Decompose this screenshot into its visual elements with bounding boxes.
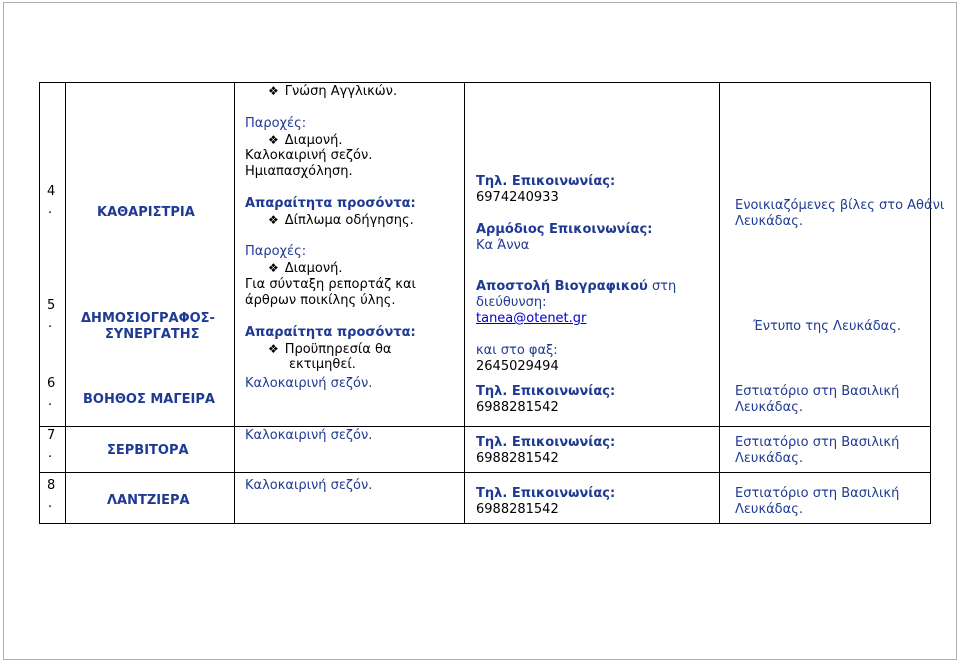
- phone-number: 6988281542: [476, 451, 559, 466]
- row-index-dot: .: [48, 202, 53, 217]
- requirement-item: ❖ Προϋπηρεσία θα: [268, 342, 392, 357]
- offer-item: ❖ Διαμονή.: [268, 261, 343, 276]
- location-text: Λευκάδας.: [735, 451, 803, 466]
- phone-label: Τηλ. Επικοινωνίας:: [476, 384, 616, 399]
- diamond-bullet-icon: ❖: [268, 84, 279, 98]
- contact-person-label: Αρμόδιος Επικοινωνίας:: [476, 222, 653, 237]
- grid-line: [39, 523, 931, 524]
- location-text: Εστιατόριο στη Βασιλική: [735, 435, 900, 450]
- diamond-bullet-icon: ❖: [268, 261, 279, 275]
- row-index: 5: [47, 298, 56, 313]
- row-index: 8: [47, 478, 56, 493]
- offers-label: Παροχές:: [245, 244, 307, 259]
- grid-line: [39, 82, 931, 83]
- location-text: Εστιατόριο στη Βασιλική: [735, 384, 900, 399]
- grid-line: [39, 82, 40, 524]
- grid-line: [234, 82, 235, 524]
- grid-line: [39, 472, 931, 473]
- row-index-dot: .: [48, 446, 53, 461]
- diamond-bullet-icon: ❖: [268, 133, 279, 147]
- requirement-item: ❖ Δίπλωμα οδήγησης.: [268, 213, 414, 228]
- phone-label: Τηλ. Επικοινωνίας:: [476, 435, 616, 450]
- requirement-item: ❖ Γνώση Αγγλικών.: [268, 84, 398, 99]
- requirements-label: Απαραίτητα προσόντα:: [245, 196, 416, 211]
- fax-number: 2645029494: [476, 359, 559, 374]
- requirement-item-cont: εκτιμηθεί.: [289, 357, 356, 372]
- fax-label: και στο φαξ:: [476, 343, 558, 358]
- grid-line: [65, 82, 66, 524]
- location-text: Εστιατόριο στη Βασιλική: [735, 486, 900, 501]
- detail-line: Καλοκαιρινή σεζόν.: [245, 376, 373, 391]
- phone-label: Τηλ. Επικοινωνίας:: [476, 174, 616, 189]
- row-index-dot: .: [48, 496, 53, 511]
- position-title: ΛΑΝΤΖΙΕΡΑ: [107, 493, 190, 508]
- cv-label-2: διεύθυνση:: [476, 295, 547, 310]
- position-title: ΣΥΝΕΡΓΑΤΗΣ: [105, 327, 200, 342]
- detail-line: Καλοκαιρινή σεζόν.: [245, 148, 373, 163]
- position-title: ΣΕΡΒΙΤΟΡΑ: [107, 443, 189, 458]
- phone-label: Τηλ. Επικοινωνίας:: [476, 486, 616, 501]
- email-link[interactable]: tanea@otenet.gr: [476, 311, 587, 326]
- grid-line: [930, 82, 931, 524]
- row-index: 6: [47, 376, 56, 391]
- location-text: Λευκάδας.: [735, 502, 803, 517]
- row-index-dot: .: [48, 394, 53, 409]
- detail-line: Για σύνταξη ρεπορτάζ και: [245, 277, 416, 292]
- diamond-bullet-icon: ❖: [268, 213, 279, 227]
- cv-label: Αποστολή Βιογραφικού στη: [476, 279, 677, 294]
- contact-person: Κα Άννα: [476, 238, 530, 253]
- phone-number: 6988281542: [476, 400, 559, 415]
- row-index-dot: .: [48, 316, 53, 331]
- position-title: ΔΗΜΟΣΙΟΓΡΑΦΟΣ-: [81, 311, 215, 326]
- detail-line: Ημιαπασχόληση.: [245, 164, 353, 179]
- detail-line: άρθρων ποικίλης ύλης.: [245, 293, 396, 308]
- detail-line: Καλοκαιρινή σεζόν.: [245, 428, 373, 443]
- location-text: Λευκάδας.: [735, 214, 803, 229]
- row-index: 7: [47, 428, 56, 443]
- diamond-bullet-icon: ❖: [268, 342, 279, 356]
- location-text: Ενοικιαζόμενες βίλες στο Αθάνι: [735, 198, 945, 213]
- grid-line: [39, 426, 931, 427]
- phone-number: 6988281542: [476, 502, 559, 517]
- offer-item: ❖ Διαμονή.: [268, 133, 343, 148]
- position-title: ΒΟΗΘΟΣ ΜΑΓΕΙΡΑ: [83, 392, 215, 407]
- detail-line: Καλοκαιρινή σεζόν.: [245, 478, 373, 493]
- grid-line: [719, 82, 720, 524]
- grid-line: [464, 82, 465, 524]
- location-text: Έντυπο της Λευκάδας.: [753, 319, 902, 334]
- offers-label: Παροχές:: [245, 116, 307, 131]
- location-text: Λευκάδας.: [735, 400, 803, 415]
- position-title: ΚΑΘΑΡΙΣΤΡΙΑ: [97, 205, 195, 220]
- phone-number: 6974240933: [476, 190, 559, 205]
- requirements-label: Απαραίτητα προσόντα:: [245, 325, 416, 340]
- row-index: 4: [47, 184, 56, 199]
